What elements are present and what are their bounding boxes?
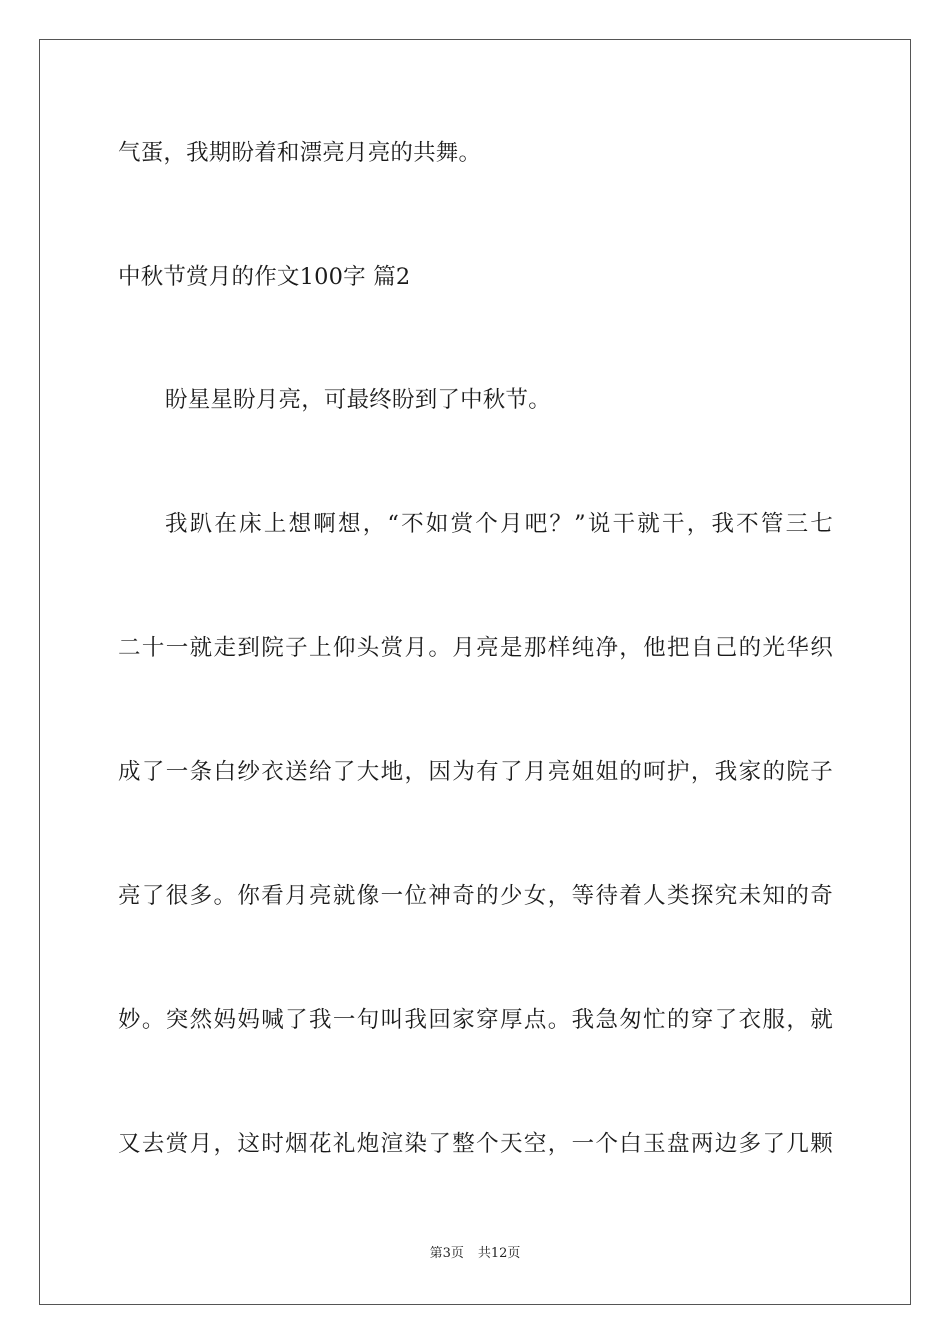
paragraph-first-line: 盼星星盼月亮，可最终盼到了中秋节。: [165, 387, 551, 413]
body-line: 亮了很多。你看月亮就像一位神奇的少女，等待着人类探究未知的奇: [118, 883, 833, 909]
page-footer: [0, 1245, 950, 1263]
body-line: 成了一条白纱衣送给了大地，因为有了月亮姐姐的呵护，我家的院子: [118, 759, 833, 785]
page-number: 第3页: [429, 1246, 464, 1261]
page-total: 共12页: [477, 1246, 521, 1261]
section-heading: 中秋节赏月的作文100字 篇2: [118, 264, 411, 290]
page-border: [39, 39, 911, 1305]
body-line: 气蛋，我期盼着和漂亮月亮的共舞。: [118, 140, 482, 166]
body-line: 妙。突然妈妈喊了我一句叫我回家穿厚点。我急匆忙的穿了衣服，就: [118, 1007, 833, 1033]
paragraph-first-line: 我趴在床上想啊想，“不如赏个月吧？”说干就干，我不管三七: [165, 511, 833, 537]
body-line: 又去赏月，这时烟花礼炮渲染了整个天空，一个白玉盘两边多了几颗: [118, 1131, 833, 1157]
body-line: 二十一就走到院子上仰头赏月。月亮是那样纯净，他把自己的光华织: [118, 635, 833, 661]
